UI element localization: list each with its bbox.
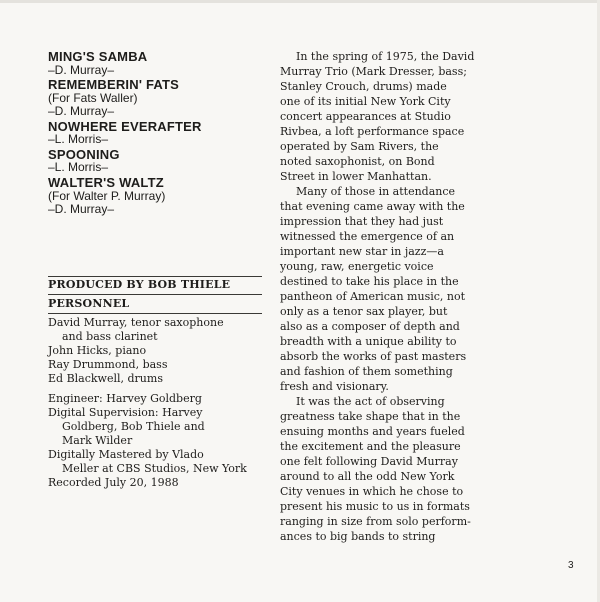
track-credit: –D. Murray–: [48, 104, 115, 118]
liner-line: absorb the works of past masters: [280, 350, 467, 363]
track-title: WALTER'S WALTZ: [48, 175, 164, 190]
engineering-line: Mark Wilder: [62, 434, 133, 447]
track-title: REMEMBERIN' FATS: [48, 77, 179, 92]
liner-line: noted saxophonist, on Bond: [280, 155, 435, 168]
liner-line: It was the act of observing: [296, 395, 445, 408]
liner-line: pantheon of American music, not: [280, 290, 466, 303]
personnel-line: John Hicks, piano: [48, 344, 147, 357]
liner-line: greatness take shape that in the: [280, 410, 461, 423]
engineering-line: Recorded July 20, 1988: [48, 476, 179, 489]
liner-line: Street in lower Manhattan.: [280, 170, 432, 183]
liner-line: one of its initial New York City: [280, 95, 451, 108]
liner-line: Many of those in attendance: [296, 185, 456, 198]
liner-line: around to all the odd New York: [280, 470, 455, 483]
liner-line: witnessed the emergence of an: [280, 230, 455, 243]
track-credit: –L. Morris–: [48, 160, 109, 174]
engineering-line: Meller at CBS Studios, New York: [62, 462, 247, 475]
liner-line: Stanley Crouch, drums) made: [280, 80, 447, 93]
liner-line: ances to big bands to string: [280, 530, 436, 543]
track-credit: (For Fats Waller): [48, 91, 138, 105]
liner-line: the excitement and the pleasure: [280, 440, 461, 453]
track-title: NOWHERE EVERAFTER: [48, 119, 202, 134]
liner-line: that evening came away with the: [280, 200, 465, 213]
page-number: 3: [568, 560, 574, 571]
engineering-line: Digital Supervision: Harvey: [48, 406, 203, 419]
liner-line: ranging in size from solo perform-: [280, 515, 471, 528]
liner-line: Murray Trio (Mark Dresser, bass;: [280, 65, 467, 78]
track-title: SPOONING: [48, 147, 120, 162]
engineering-line: Engineer: Harvey Goldberg: [48, 392, 202, 405]
liner-line: important new star in jazz—a: [280, 245, 444, 258]
rule-below-personnel: [48, 313, 262, 314]
track-credit: (For Walter P. Murray): [48, 189, 166, 203]
track-credit: –D. Murray–: [48, 63, 115, 77]
liner-line: young, raw, energetic voice: [280, 260, 434, 273]
liner-line: fresh and visionary.: [280, 380, 389, 393]
liner-line: and fashion of them something: [280, 365, 453, 378]
track-title: MING'S SAMBA: [48, 49, 148, 64]
rule-below-producer: [48, 294, 262, 295]
liner-line: present his music to us in formats: [280, 500, 470, 513]
liner-line: one felt following David Murray: [280, 455, 458, 468]
liner-line: also as a composer of depth and: [280, 320, 460, 333]
personnel-line: David Murray, tenor saxophone: [48, 316, 224, 329]
page-top-edge: [0, 0, 600, 3]
liner-line: concert appearances at Studio: [280, 110, 451, 123]
liner-line: City venues in which he chose to: [280, 485, 464, 498]
engineering-line: Digitally Mastered by Vlado: [48, 448, 204, 461]
personnel-heading: PERSONNEL: [48, 297, 130, 310]
engineering-line: Goldberg, Bob Thiele and: [62, 420, 205, 433]
liner-line: only as a tenor sax player, but: [280, 305, 448, 318]
producer-heading: PRODUCED BY BOB THIELE: [48, 278, 231, 291]
liner-line: impression that they had just: [280, 215, 444, 228]
personnel-line: Ed Blackwell, drums: [48, 372, 163, 385]
personnel-line: Ray Drummond, bass: [48, 358, 168, 371]
liner-line: destined to take his place in the: [280, 275, 459, 288]
liner-line: ensuing months and years fueled: [280, 425, 465, 438]
track-credit: –D. Murray–: [48, 202, 115, 216]
personnel-line: and bass clarinet: [62, 330, 158, 343]
liner-line: In the spring of 1975, the David: [296, 50, 475, 63]
track-credit: –L. Morris–: [48, 132, 109, 146]
liner-line: operated by Sam Rivers, the: [280, 140, 439, 153]
liner-line: Rivbea, a loft performance space: [280, 125, 465, 138]
liner-line: breadth with a unique ability to: [280, 335, 457, 348]
